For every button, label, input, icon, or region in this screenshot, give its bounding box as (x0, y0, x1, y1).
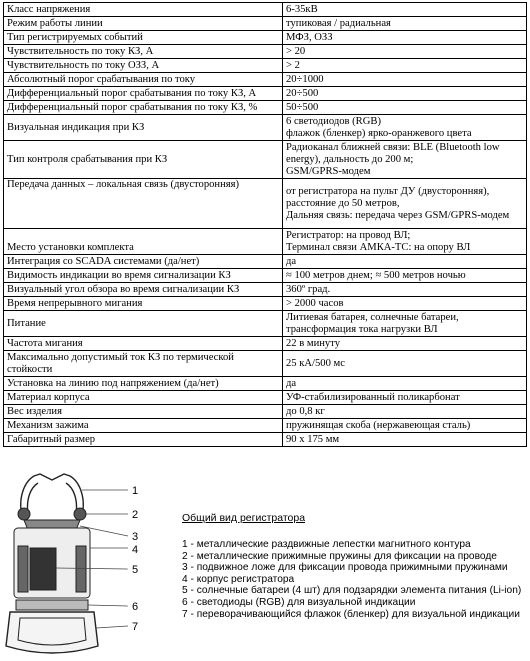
legend-item: 2 - металлические прижимные пружины для фиксации на проводе (182, 550, 497, 562)
table-row (4, 377, 527, 391)
table-row (4, 419, 527, 433)
callout-numbers (132, 485, 138, 633)
callout-3: 3 (132, 531, 139, 543)
value-cell: пружинящая скоба (нержавеющая сталь) (283, 419, 527, 433)
param-cell: Максимально допустимый ток КЗ по термической стойкости (4, 351, 283, 377)
value-cell: Литиевая батарея, солнечные батареи, трансформация тока нагрузки ВЛ (283, 311, 527, 337)
callout-5: 5 (132, 564, 139, 576)
table-row (4, 101, 527, 115)
table-row (4, 73, 527, 87)
table-row (4, 391, 527, 405)
value-cell: > 2 (283, 59, 527, 73)
table-row (4, 351, 527, 377)
legend-item: 4 - корпус регистратора (182, 573, 295, 585)
param-cell: Дифференциальный порог срабатывания по току КЗ, А (4, 87, 283, 101)
table-row (4, 311, 527, 337)
value-cell: > 2000 часов (283, 297, 527, 311)
legend-item: 1 - металлические раздвижные лепестки магнитного контура (182, 539, 471, 550)
table-row (4, 433, 527, 447)
table-row (4, 45, 527, 59)
param-cell: Режим работы линии (4, 17, 283, 31)
param-cell: Частота мигания (4, 337, 283, 351)
table-row (4, 87, 527, 101)
param-cell: Вес изделия (4, 405, 283, 419)
callout-2: 2 (132, 509, 139, 521)
param-cell: Передача данных – локальная связь (двусторонняя) (4, 179, 283, 229)
param-cell: Интеграция со SCADA системами (да/нет) (4, 255, 283, 269)
param-cell: Место установки комплекта (4, 229, 283, 255)
legend-item: 5 - солнечные батареи (4 шт) для подзарядки элемента питания (Li-ion) (182, 585, 522, 597)
table-row (4, 405, 527, 419)
value-cell: 360º град. (283, 283, 527, 297)
param-cell: Габаритный размер (4, 433, 283, 447)
param-cell: Чувствительность по току ОЗЗ, А (4, 59, 283, 73)
device-drawing (6, 474, 98, 653)
param-cell: Установка на линию под напряжением (да/нет) (4, 377, 283, 391)
legend-title: Общий вид регистратора (182, 512, 306, 524)
spec-table-body (4, 3, 527, 447)
callout-6: 6 (132, 601, 139, 613)
table-row (4, 31, 527, 45)
legend-item: 3 - подвижное ложе для фиксации провода прижимными пружинами (182, 562, 508, 574)
param-cell: Класс напряжения (4, 3, 283, 17)
magnetic-petals (21, 474, 84, 516)
value-cell: да (283, 377, 527, 391)
value-cell: 22 в минуту (283, 337, 527, 351)
callout-7: 7 (132, 621, 139, 633)
value-cell: Радиоканал ближней связи: BLE (Bluetooth low energy), дальность до 200 м; GSM/GPRS-модем (283, 141, 527, 179)
table-row (4, 255, 527, 269)
side-panel-right (76, 546, 86, 592)
value-cell: Регистратор: на провод ВЛ; Терминал связи АМКА-ТС: на опору ВЛ (283, 229, 527, 255)
value-cell: от регистратора на пульт ДУ (двусторонняя), расстояние до 50 метров, Дальняя связь: передача через GSM/GPRS-модем (283, 179, 527, 229)
legend-item: 6 - светодиоды (RGB) для визуальной индикации (182, 596, 416, 608)
param-cell: Питание (4, 311, 283, 337)
param-cell: Время непрерывного мигания (4, 297, 283, 311)
param-cell: Абсолютный порог срабатывания по току (4, 73, 283, 87)
table-row (4, 229, 527, 255)
callout-4: 4 (132, 544, 139, 556)
value-cell: 90 x 175 мм (283, 433, 527, 447)
pressure-spring-left (18, 508, 30, 520)
table-row (4, 17, 527, 31)
pressure-spring-right (74, 508, 86, 520)
param-cell: Визуальная индикация при КЗ (4, 115, 283, 141)
value-cell: > 20 (283, 45, 527, 59)
value-cell: 20÷1000 (283, 73, 527, 87)
value-cell: 25 кА/500 мс (283, 351, 527, 377)
table-row (4, 269, 527, 283)
side-panel-left (18, 546, 28, 592)
value-cell: 20÷500 (283, 87, 527, 101)
param-cell: Дифференциальный порог срабатывания по току КЗ, % (4, 101, 283, 115)
param-cell: Видимость индикации во время сигнализации КЗ (4, 269, 283, 283)
callout-1: 1 (132, 485, 139, 497)
param-cell: Материал корпуса (4, 391, 283, 405)
value-cell: МФЗ, ОЗЗ (283, 31, 527, 45)
value-cell: до 0,8 кг (283, 405, 527, 419)
param-cell: Тип регистрируемых событий (4, 31, 283, 45)
value-cell: УФ-стабилизированный поликарбонат (283, 391, 527, 405)
param-cell: Чувствительность по току КЗ, А (4, 45, 283, 59)
device-diagram (0, 468, 175, 658)
solar-panel (30, 548, 56, 590)
legend-item: 7 - переворачивающийся флажок (бленкер) для визуальной индикации (182, 608, 520, 620)
value-cell: ≈ 100 метров днем; ≈ 500 метров ночью (283, 269, 527, 283)
table-row (4, 283, 527, 297)
spec-table (3, 2, 527, 447)
table-row (4, 337, 527, 351)
table-row (4, 59, 527, 73)
param-cell: Тип контроля срабатывания при КЗ (4, 141, 283, 179)
value-cell: да (283, 255, 527, 269)
legend-list (182, 539, 521, 620)
param-cell: Визуальный угол обзора во время сигнализации КЗ (4, 283, 283, 297)
table-row (4, 141, 527, 179)
table-row (4, 179, 527, 229)
table-row (4, 297, 527, 311)
table-row (4, 3, 527, 17)
value-cell: 50÷500 (283, 101, 527, 115)
param-cell: Механизм зажима (4, 419, 283, 433)
value-cell: 6 светодиодов (RGB) флажок (бленкер) ярко-оранжевого цвета (283, 115, 527, 141)
table-row (4, 115, 527, 141)
value-cell: 6-35кВ (283, 3, 527, 17)
led-band (16, 600, 88, 610)
value-cell: тупиковая / радиальная (283, 17, 527, 31)
